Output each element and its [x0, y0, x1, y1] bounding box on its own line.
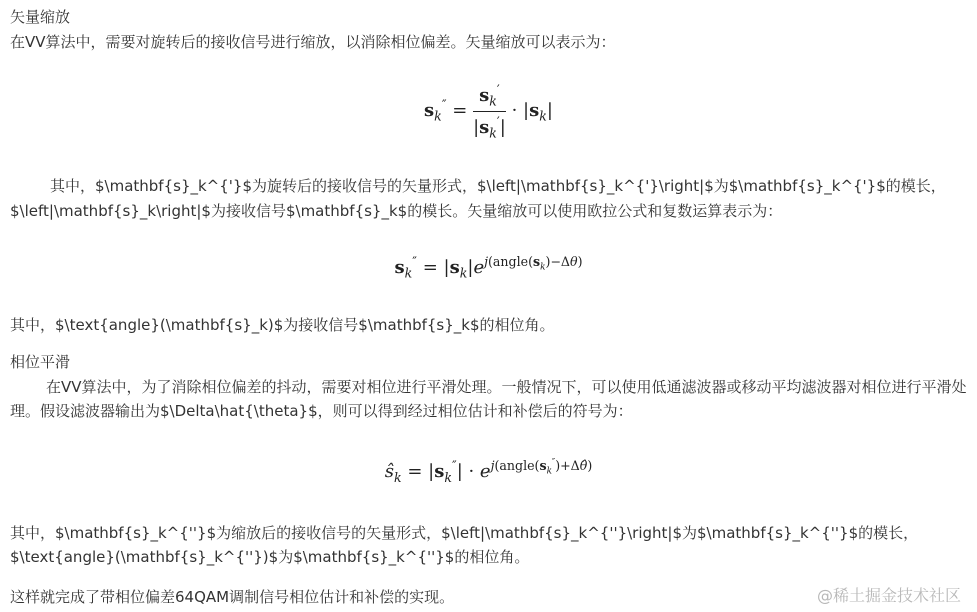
paragraph-conclusion: 这样就完成了带相位偏差64QAM调制信号相位估计和补偿的实现。 [10, 588, 455, 606]
section-heading-phase-smoothing: 相位平滑 [10, 353, 71, 371]
paragraph-angle-explanation: 其中，$\text{angle}(\mathbf{s}_k)$为接收信号$\mathbf{s}_k$的相位角。 [10, 316, 555, 334]
paragraph-scaling-intro: 在VV算法中，需要对旋转后的接收信号进行缩放，以消除相位偏差。矢量缩放可以表示为： [10, 33, 616, 51]
paragraph-smoothing-intro: 在VV算法中，为了消除相位偏差的抖动，需要对相位进行平滑处理。一般情况下，可以使用低通滤波器或移动平均滤波器对相位进行平滑处理。假设滤波器输出为$\Delta\hat{\theta}$，则可以得到经过相位估计和补偿后的符号为： [10, 378, 967, 420]
formula-euler-scaling: $s_k'' = |s_k|e^{j(angle(s_k)-\Delta\theta)}$ [394, 254, 583, 281]
formula-vector-scaling: $s_k''$ = $\frac{s_k'}{|s_k'|}$ · $|s_k|$ [424, 82, 553, 141]
paragraph-scaling-explanation-2: $\left|\mathbf{s}_k\right|$为接收信号$\mathbf{s}_k$的模长。矢量缩放可以使用欧拉公式和复数运算表示为： [10, 202, 783, 220]
section-heading-vector-scaling: 矢量缩放 [10, 8, 71, 26]
paragraph-scaling-explanation-1: 其中，$\mathbf{s}_k^{'}$为旋转后的接收信号的矢量形式，$\left|\mathbf{s}_k^{'}\right|$为$\mathbf{s}_k^{'}$的模长， [50, 177, 946, 195]
watermark: @稀土掘金技术社区 [816, 586, 961, 605]
paragraph-final-explanation: 其中，$\mathbf{s}_k^{''}$为缩放后的接收信号的矢量形式，$\left|\mathbf{s}_k^{''}\right|$为$\mathbf{s}_k^{''}$的模长，$\text{angle}(\mathbf{s}_k^{''})$为$\mathbf{s}_k^{''}$的相位角。 [10, 524, 919, 566]
formula-phase-compensation: $ŝ_k = |s_k''| \cdot e^{j(angle(s_k'')+\Delta\thetâ)}$ [384, 458, 593, 485]
